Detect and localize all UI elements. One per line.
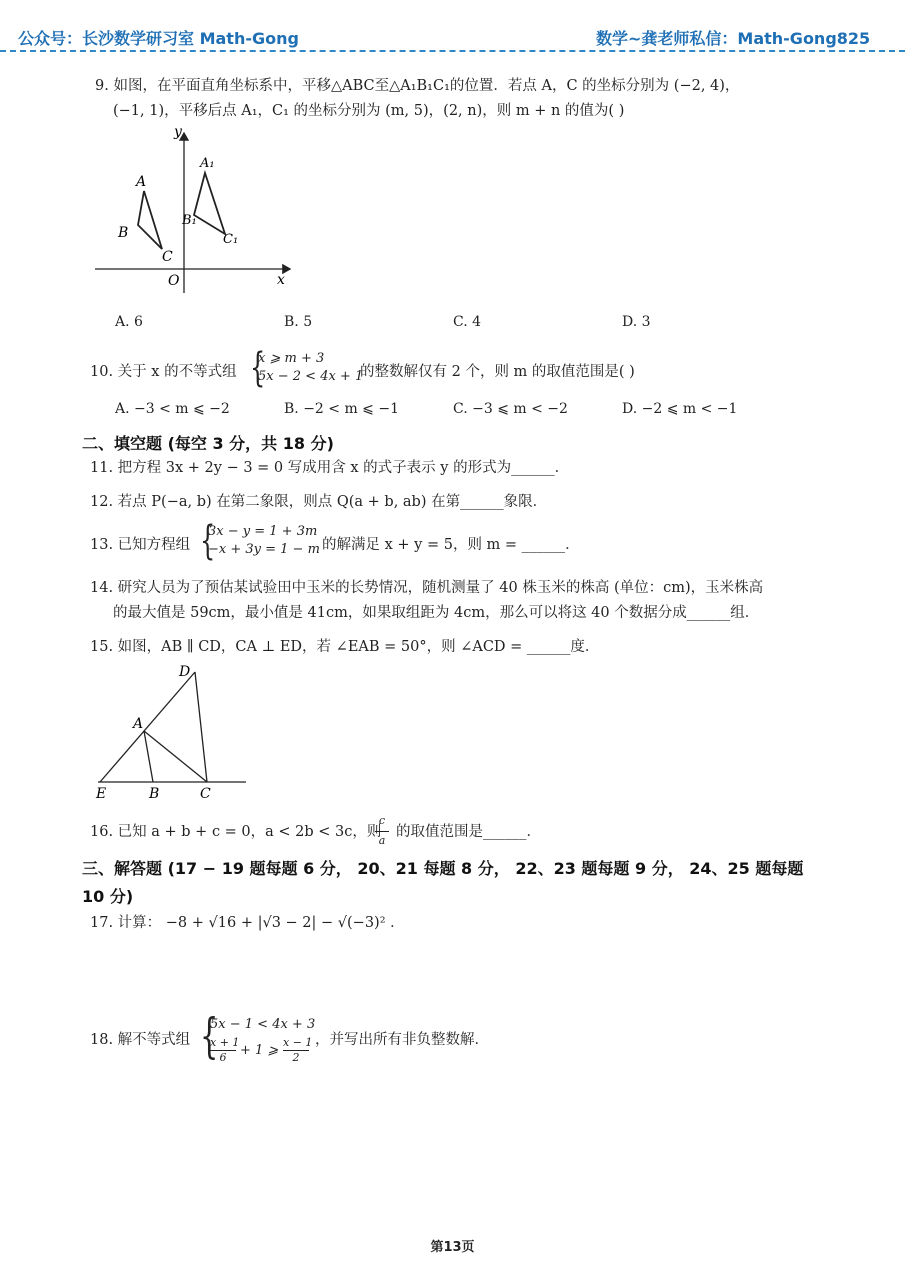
triangle-abc [138,191,162,249]
section-2-title: 二、填空题 (每空 3 分，共 18 分) [82,434,334,453]
q18-prefix: 18. 解不等式组 [90,1032,191,1048]
x-label: x [277,272,285,288]
q14-line2: 的最大值是 59cm，最小值是 41cm，如果取组距为 4cm，那么可以将这 40 个数据分成______组． [113,605,760,621]
q9-option-d: D. 3 [622,314,651,330]
q18-frac1-den: 6 [219,1051,227,1064]
label-c1: C₁ [223,232,239,247]
q9-option-a: A. 6 [115,314,143,330]
q14-line1: 14. 研究人员为了预估某试验田中玉米的长势情况，随机测量了 40 株玉米的株高 (单位：cm)，玉米株高 [90,580,764,596]
q12: 12. 若点 P(−a, b) 在第二象限，则点 Q(a + b, ab) 在第______象限． [90,494,548,510]
q13-brace: { [200,518,216,564]
q16-fraction-den: a [378,834,386,847]
q13-suffix: 的解满足 x + y = 5，则 m = ______． [322,537,580,553]
q10-sys1: x ⩾ m + 3 [258,351,325,366]
q16-suffix: 的取值范围是______． [396,824,541,840]
q18-sys2-mid: + 1 ⩾ [240,1043,279,1058]
label-a1: A₁ [200,156,215,171]
q18-frac2-num: x − 1 [283,1036,313,1049]
q17: 17. 计算： −8 + √16 + |√3 − 2| − √(−3)² ． [90,915,405,931]
q16-prefix: 16. 已知 a + b + c = 0，a < 2b < 3c，则 [90,824,382,840]
label-c: C [200,786,211,802]
section-3-title-line1: 三、解答题 (17 − 19 题每题 6 分， 20、21 每题 8 分， 22、23 题每题 9 分， 24、25 题每题 [82,859,804,878]
line-ac [144,731,207,782]
y-label: y [174,128,182,140]
q9-line1: 9. 如图，在平面直角坐标系中，平移△ABC至△A₁B₁C₁的位置．若点 A，C 的坐标分别为 (−2, 4)， [95,78,740,94]
q18-frac1-num: x + 1 [210,1036,240,1049]
q10-suffix: 的整数解仅有 2 个，则 m 的取值范围是( ) [360,364,635,380]
origin-label: O [168,273,180,289]
q11: 11. 把方程 3x + 2y − 3 = 0 写成用含 x 的式子表示 y 的形式为______． [90,460,570,476]
q10-option-b: B. −2 < m ⩽ −1 [284,401,400,417]
line-ed [100,672,195,782]
line-ab [144,731,153,782]
header-left: 公众号：长沙数学研习室 Math-Gong [18,29,299,48]
q15-geometry-figure [90,658,255,803]
page-number: 第13页 [430,1240,475,1255]
q9-line2: (−1, 1)，平移后点 A₁，C₁ 的坐标分别为 (m, 5)，(2, n)，则 m + n 的值为( ) [113,103,625,119]
q9-option-c: C. 4 [453,314,482,330]
triangle-a1b1c1 [194,173,225,234]
q18-brace: { [200,1008,219,1064]
q13-prefix: 13. 已知方程组 [90,537,191,553]
line-dc [195,672,207,782]
label-a: A [136,174,147,190]
q10-prefix: 10. 关于 x 的不等式组 [90,364,237,380]
label-b: B [118,225,129,241]
label-b1: B₁ [182,213,197,228]
label-b: B [149,786,160,802]
section-3-title-line2: 10 分) [82,887,134,906]
label-a: A [133,716,144,732]
q18-sys1: 5x − 1 < 4x + 3 [210,1017,316,1032]
q16-fraction-bar [375,831,389,832]
label-d: D [179,664,191,680]
q10-sys2: 5x − 2 < 4x + 1 [258,369,364,384]
q9-coordinate-figure [90,128,300,293]
header-right: 数学~龚老师私信：Math-Gong825 [596,29,871,48]
q18-suffix: ，并写出所有非负整数解． [315,1032,489,1048]
q10-option-c: C. −3 ⩽ m < −2 [453,401,568,417]
label-c: C [162,249,173,265]
q15-line: 15. 如图，AB ∥ CD，CA ⊥ ED，若 ∠EAB = 50°，则 ∠ACD = ______度． [90,639,600,655]
q10-option-a: A. −3 < m ⩽ −2 [115,401,230,417]
q9-option-b: B. 5 [284,314,313,330]
q10-option-d: D. −2 ⩽ m < −1 [622,401,738,417]
header-divider [0,50,905,52]
q13-sys1: 3x − y = 1 + 3m [208,524,318,539]
q10-brace: { [250,345,266,391]
label-e: E [96,786,107,802]
q18-frac2-den: 2 [292,1051,300,1064]
q16-fraction-num: c [378,814,386,827]
q13-sys2: −x + 3y = 1 − m [208,542,320,557]
